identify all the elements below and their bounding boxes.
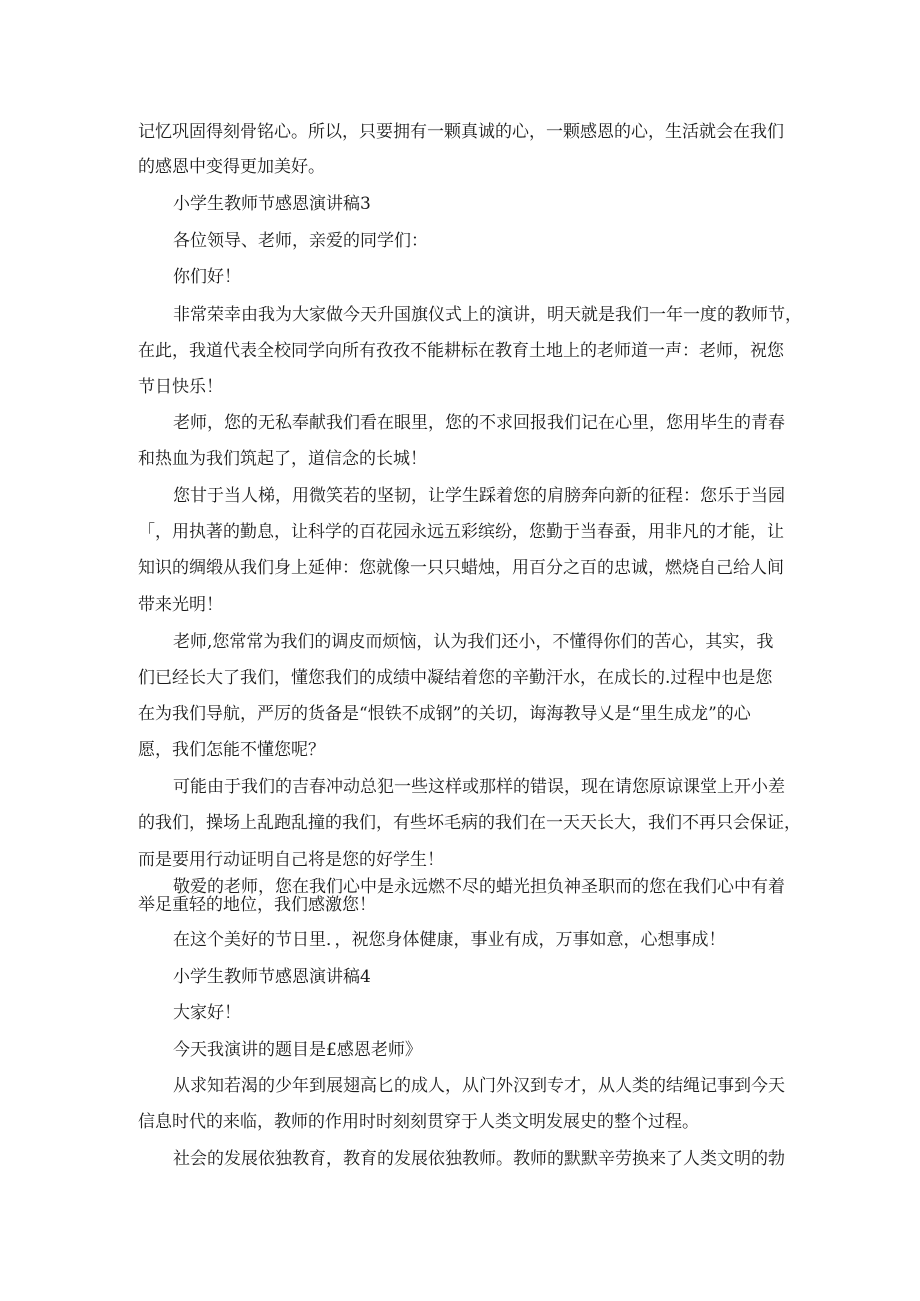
text-line: 记忆巩固得刻骨铭心。所以，只要拥有一颗真诚的心，一颗感恩的心，生活就会在我们 [138,122,784,142]
text-line: 在这个美好的节日里．，祝您身体健康，事业有成，万事如意，心想事成！ [173,930,726,950]
text-line: 知识的绸缎从我们身上延伸：您就像一只只蜡烛，用百分之百的忠诚，燃烧自己给人间 [138,558,784,578]
text-line: 在为我们导航，严厉的货备是“恨铁不成钢”的关切，诲海教导乂是“里生成龙”的心 [138,704,751,724]
text-line: 信息时代的来临，教师的作用时时刻刻贯穿于人类文明发展史的整个过程。 [138,1112,699,1132]
section-heading: 小学生教师节感恩演讲稿4 [173,967,371,987]
text-line: 的感恩中变得更加美好。 [138,157,325,177]
text-line: 带来光明！ [138,595,223,615]
text-line: 愿，我们怎能不懂您呢？ [138,740,325,760]
section-heading: 小学生教师节感恩演讲稿3 [173,194,371,214]
text-line: 而是要用行动证明自己将是您的好学生！ [138,850,444,870]
text-line: 举足重轻的地位，我们感激您！ [138,895,376,915]
text-line: 的我们，操场上乱跑乱撞的我们，有些坏毛病的我们在一天天长大，我们不再只会保证， [138,813,801,833]
text-line: 各位领导、老师，亲爱的同学们： [173,231,428,251]
text-line: 您甘于当人梯，用微笑若的坚韧，让学生踩着您的肩膀奔向新的征程：您乐于当园 [173,486,785,506]
text-line: 老师，您的无私奉献我们看在眼里，您的不求回报我们记在心里，您用毕生的青春 [173,413,785,433]
text-line: 从求知若渴的少年到展翅高匕的成人，从门外汉到专才，从人类的结绳记事到今天 [173,1076,785,1096]
text-line: 节日快乐！ [138,377,223,397]
text-line: 大家好！ [173,1003,241,1023]
text-line: 可能由于我们的吉春冲动总犯一些这样或那样的错误，现在请您原谅课堂上开小差 [173,777,785,797]
text-line: 社会的发展依独教育，教育的发展依独教师。教师的默默辛劳换来了人类文明的勃 [173,1149,785,1169]
text-line: 非常荣幸由我为大家做今天升国旗仪式上的演讲，明天就是我们一年一度的教师节， [173,305,802,325]
text-line: 你们好！ [173,267,241,287]
text-line: 在此，我道代表全校同学向所有孜孜不能耕标在教育土地上的老师道一声：老师，祝您 [138,341,784,361]
text-line: 敬爱的老师，您在我们心中是永远燃不尽的蜡光担负神圣职而的您在我们心中有着 [173,877,785,897]
text-line: 和热血为我们筑起了，道信念的长城！ [138,449,427,469]
text-line: 「，用执著的勤息，让科学的百花园永远五彩缤纷，您勤于当春蚕，用非凡的才能，让 [138,522,784,542]
text-line: 今天我演讲的题目是£感恩老师》 [173,1040,422,1060]
text-line: 老师,您常常为我们的调皮而烦恼，认为我们还小，不懂得你们的苦心，其实，我 [173,632,774,652]
text-line: 们已经长大了我们，懂您我们的成绩中凝结着您的辛勤汗水，在成长的.过程中也是您 [138,668,773,688]
